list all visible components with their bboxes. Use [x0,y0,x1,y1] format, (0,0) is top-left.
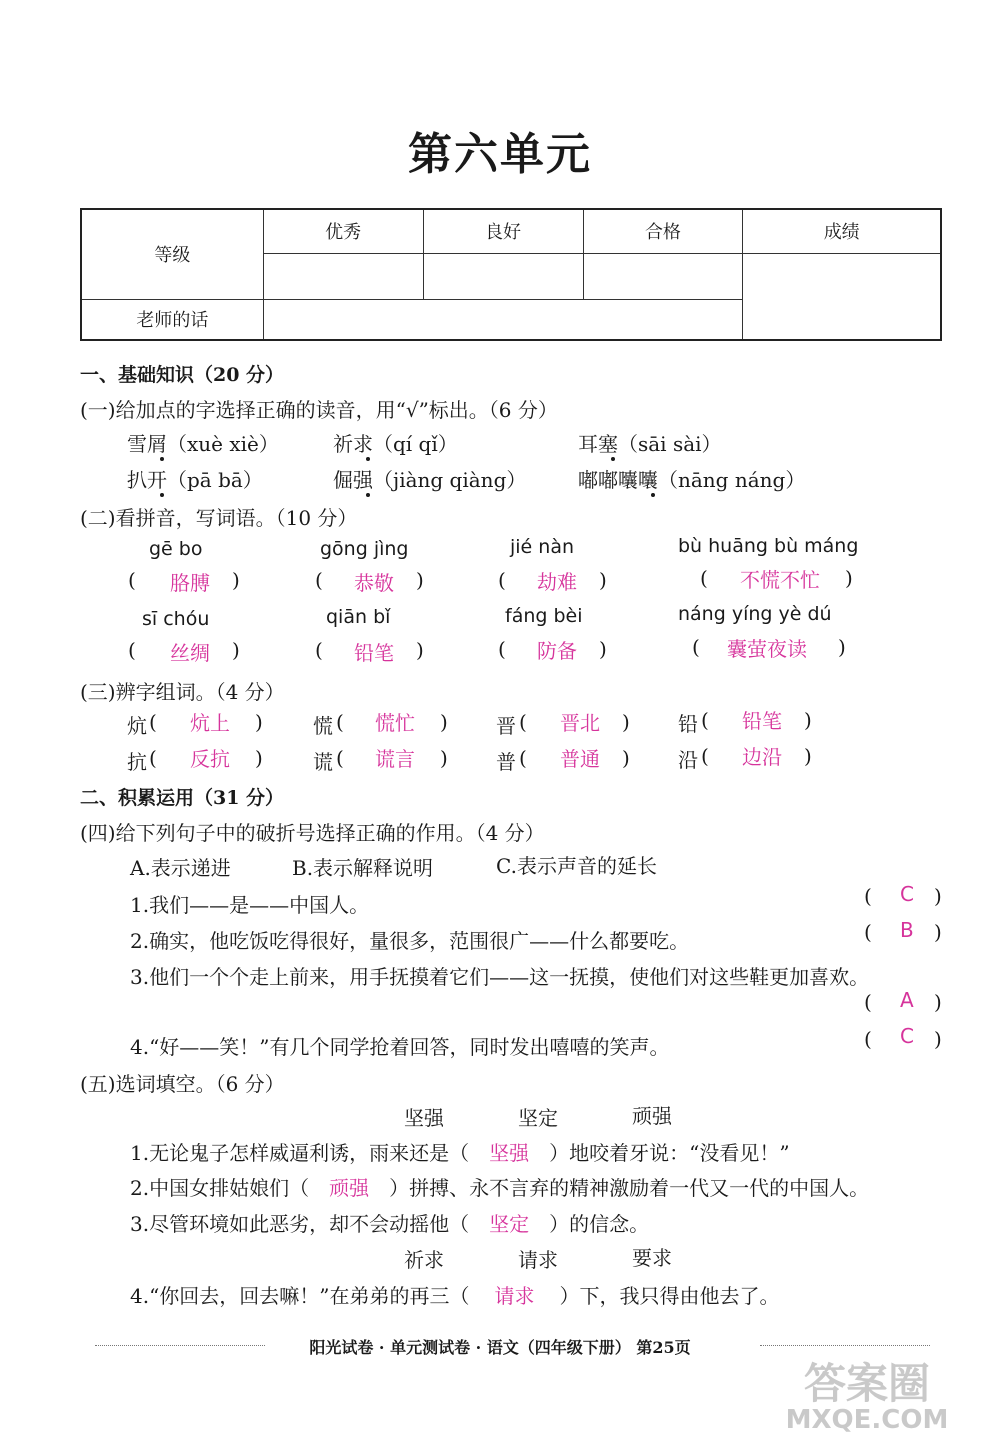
answer-text: 铅笔 [354,641,394,665]
sentence-part: ）地咬着牙说：“没看见！” [549,1141,790,1165]
pinyin: fáng bèi [505,605,583,627]
answer-text: 坚定 [489,1212,530,1236]
base-char: 慌 [313,714,333,738]
question-text: 1.我们——是——中国人。 [130,893,370,917]
answer-text: 劫难 [537,570,577,594]
answer-text: C [900,1024,914,1048]
answer-text: 坚强 [489,1141,530,1165]
answer-text: 不慌不忙 [740,568,820,592]
level-pass-box [583,253,743,299]
answer-text: 边沿 [742,745,782,769]
answer-text: 恭敬 [354,571,394,595]
part1-item: 耳塞（sāi sài） [578,432,722,456]
part1-item: 倔强（jiàng qiàng） [333,468,527,492]
level-good: 良好 [423,209,583,253]
answer-text: 反抗 [190,747,230,771]
question-text: 3.他们一个个走上前来，用手抚摸着它们——这一抚摸，使他们对这些鞋更加喜欢。 [130,965,870,989]
pinyin: gōng jìng [320,538,409,560]
level-excellent-box [263,253,423,299]
emphasis-dot [160,457,164,461]
word-bank-item: 要求 [632,1246,672,1270]
question-text: 2.确实，他吃饭吃得很好，量很多，范围很广——什么都要吃。 [130,929,690,953]
pinyin: sī chóu [142,608,210,630]
watermark [772,1359,962,1435]
base-char: 沿 [678,748,698,772]
part1-item: 扒开（pā bā） [127,468,263,492]
word-bank-item: 坚强 [404,1106,444,1130]
word-bank-item: 请求 [518,1248,558,1272]
teacher-comment-box [263,299,743,340]
word-bank-item: 坚定 [518,1106,558,1130]
sentence-part: 4.“你回去，回去嘛！”在弟弟的再三（ [130,1284,470,1308]
section1-heading: 一、基础知识（20 分） [80,364,285,386]
option: A.表示递进 [130,856,231,880]
answer-text: 请求 [494,1284,535,1308]
base-char: 铅 [678,712,698,736]
watermark-url: MXQE.COM [785,1405,949,1435]
section2-heading: 二、积累运用（31 分） [80,787,285,809]
answer-text: 防备 [537,639,577,663]
page-title: 第六单元 [408,129,592,180]
teacher-label-cell: 老师的话 [81,299,263,340]
base-char: 抗 [127,750,147,774]
answer-text: A [900,988,914,1012]
sentence-part: ）的信念。 [549,1212,650,1236]
emphasis-dot [651,493,655,497]
option: B.表示解释说明 [292,856,434,880]
part5-heading: (五)选词填空。（6 分） [80,1072,285,1096]
pinyin: náng yíng yè dú [678,603,832,625]
answer-text: 普通 [560,747,600,771]
part1-item: 嘟嘟囔囔（nāng náng） [578,468,806,492]
word-bank-item: 顽强 [632,1104,672,1128]
grade-table [80,208,942,341]
base-char: 普 [496,750,516,774]
answer-text: 炕上 [190,711,230,735]
level-excellent: 优秀 [263,209,423,253]
score-label-cell: 成绩 [743,209,941,253]
part1-heading: (一)给加点的字选择正确的读音，用“√”标出。（6 分） [80,398,558,422]
pinyin: jié nàn [510,536,575,558]
part2-heading: (二)看拼音，写词语。（10 分） [80,506,358,530]
level-good-box [423,253,583,299]
emphasis-dot [366,493,370,497]
option: C.表示声音的延长 [496,854,657,878]
part4-heading: (四)给下列句子中的破折号选择正确的作用。（4 分） [80,821,545,845]
level-pass: 合格 [583,209,743,253]
base-char: 炕 [127,714,147,738]
answer-text: C [900,882,914,906]
sentence-part: 2.中国女排姑娘们（ [130,1176,310,1200]
pinyin: gē bo [149,538,203,560]
sentence-part: ）下，我只得由他去了。 [559,1284,780,1308]
pinyin: bù huāng bù máng [678,535,859,557]
part1-item: 祈求（qí qǐ） [333,432,458,456]
emphasis-dot [160,493,164,497]
emphasis-dot [366,457,370,461]
watermark-logo-text: 答案圈 [803,1359,930,1408]
pinyin: qiān bǐ [326,606,391,628]
answer-text: 铅笔 [742,709,782,733]
sentence-part: 3.尽管环境如此恶劣，却不会动摇他（ [130,1212,470,1236]
sentence-part: ）拼搏、永不言弃的精神激励着一代又一代的中国人。 [389,1176,870,1200]
part3-heading: (三)辨字组词。（4 分） [80,680,285,704]
base-char: 谎 [313,750,333,774]
answer-text: B [900,918,914,942]
word-bank-item: 祈求 [404,1248,444,1272]
base-char: 晋 [496,714,516,738]
part1-item: 雪屑（xuè xiè） [127,432,279,456]
sentence-part: 1.无论鬼子怎样威逼利诱，雨来还是（ [130,1141,470,1165]
emphasis-dot [611,457,615,461]
answer-text: 顽强 [329,1176,370,1200]
page-footer: 阳光试卷 · 单元测试卷 · 语文（四年级下册） 第25页 [309,1338,691,1357]
answer-text: 晋北 [560,711,600,735]
answer-text: 丝绸 [170,641,210,665]
answer-text: 胳膊 [170,571,210,595]
answer-text: 慌忙 [375,711,415,735]
score-box [743,253,941,340]
question-text: 4.“好——笑！”有几个同学抢着回答，同时发出嘻嘻的笑声。 [130,1035,670,1059]
grade-label-cell: 等级 [81,209,263,299]
answer-text: 囊萤夜读 [727,637,807,661]
answer-text: 谎言 [375,747,415,771]
